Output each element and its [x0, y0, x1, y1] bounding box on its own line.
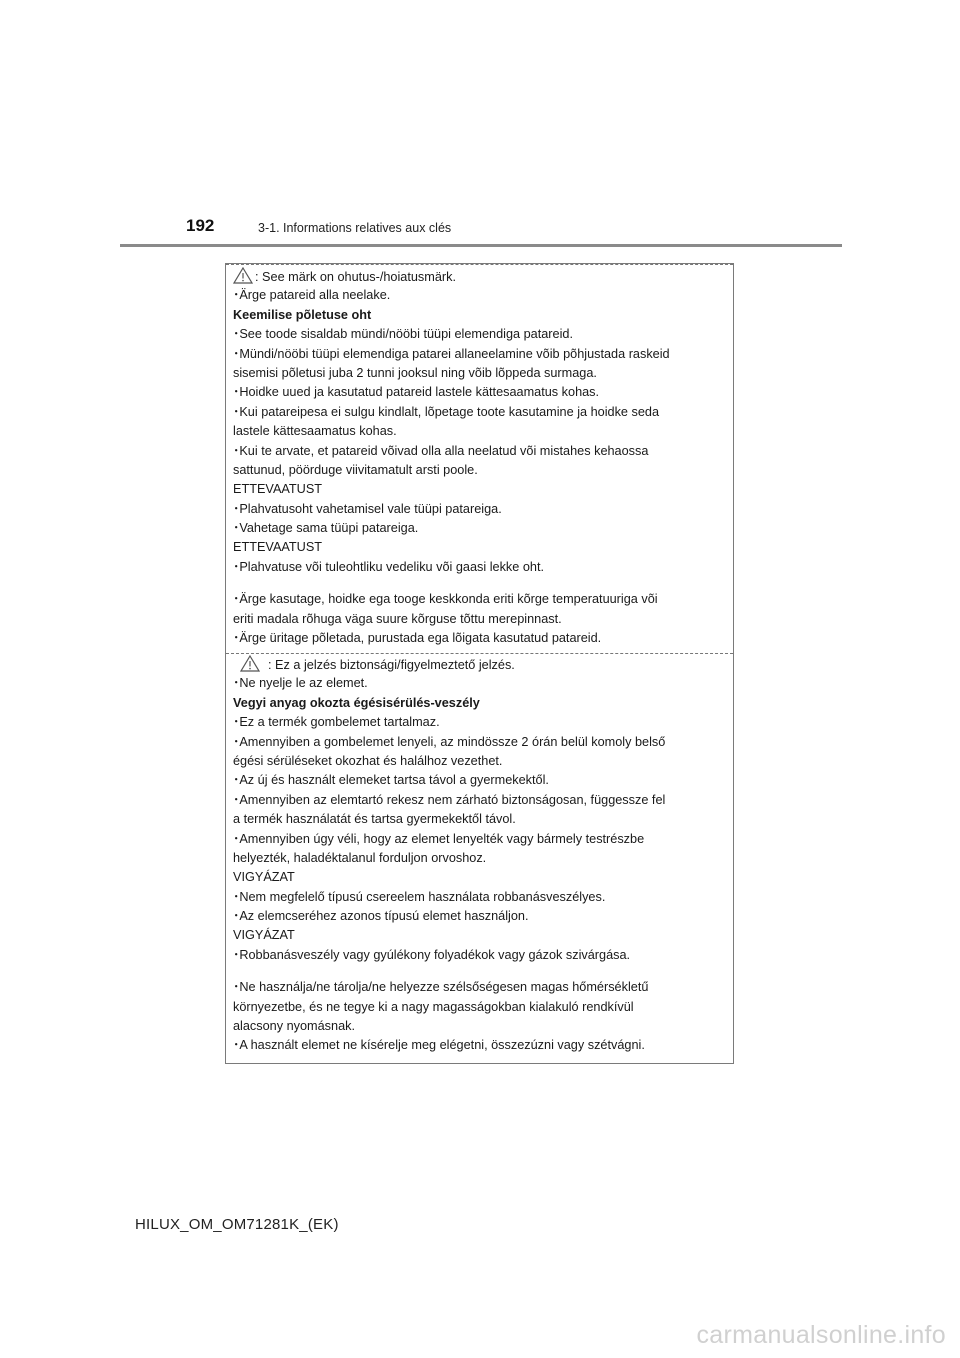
hazard-heading: Keemilise põletuse oht — [233, 307, 372, 322]
watermark[interactable]: carmanualsonline.info — [696, 1321, 946, 1349]
text-line: környezetbe, és ne tegye ki a nagy magasságokban kialakuló rendkívül — [233, 999, 634, 1014]
hungarian-warning-section — [226, 653, 733, 1063]
caution-heading: ETTEVAATUST — [233, 540, 323, 555]
text-line: ･See toode sisaldab mündi/nööbi tüüpi elemendiga patareid. — [233, 327, 573, 342]
warning-triangle-icon — [240, 655, 260, 672]
text-line: ･Az új és használt elemeket tartsa távol a gyermekektől. — [233, 773, 549, 788]
symbol-description: : See märk on ohutus-/hoiatusmärk. — [255, 270, 456, 284]
text-line: ･Amennyiben úgy véli, hogy az elemet lenyelték vagy bármely testrészbe — [233, 831, 645, 846]
caution-heading: VIGYÁZAT — [233, 870, 295, 885]
text-line: ･Ärge üritage põletada, purustada ega lõigata kasutatud patareid. — [233, 631, 602, 646]
text-line: alacsony nyomásnak. — [233, 1019, 356, 1034]
text-line: lastele kättesaamatus kohas. — [233, 424, 397, 439]
text-line: helyezték, haladéktalanul forduljon orvoshoz. — [233, 850, 487, 865]
text-line: ･Nem megfelelő típusú csereelem használata robbanásveszélyes. — [233, 889, 606, 904]
text-line: ･Ez a termék gombelemet tartalmaz. — [233, 715, 440, 730]
battery-warning-box — [225, 263, 734, 1064]
caution-heading: VIGYÁZAT — [233, 928, 295, 943]
page-number: 192 — [186, 216, 215, 235]
text-line: ･Plahvatuse või tuleohtliku vedeliku või gaasi lekke oht. — [233, 559, 545, 574]
text-line: ･Ärge patareid alla neelake. — [233, 288, 391, 303]
text-line: sisemisi põletusi juba 2 tunni jooksul ning võib lõppeda surmaga. — [233, 365, 597, 380]
text-line: ･Kui te arvate, et patareid võivad olla alla neelatud või mistahes kehaossa — [233, 443, 649, 458]
header-divider — [120, 244, 842, 247]
text-line: ･Ne nyelje le az elemet. — [233, 676, 368, 691]
section-title: 3-1. Informations relatives aux clés — [258, 221, 452, 235]
text-line: ･Amennyiben az elemtartó rekesz nem zárható biztonságosan, függessze fel — [233, 792, 666, 807]
text-line: ･A használt elemet ne kísérelje meg elégetni, összezúzni vagy szétvágni. — [233, 1038, 645, 1053]
warning-triangle-icon — [233, 267, 253, 284]
text-line: ･Az elemcseréhez azonos típusú elemet használjon. — [233, 909, 529, 924]
text-line: égési sérüléseket okozhat és halálhoz vezethet. — [233, 753, 503, 768]
caution-heading: ETTEVAATUST — [233, 482, 323, 497]
symbol-description: : Ez a jelzés biztonsági/figyelmeztető jelzés. — [268, 658, 515, 672]
text-line: ･Robbanásveszély vagy gyúlékony folyadékok vagy gázok szivárgása. — [233, 947, 631, 962]
text-line: sattunud, pöörduge viivitamatult arsti poole. — [233, 462, 478, 477]
text-line: ･Hoidke uued ja kasutatud patareid lastele kättesaamatus kohas. — [233, 385, 600, 400]
text-line: ･Vahetage sama tüüpi patareiga. — [233, 521, 419, 536]
text-line: ･Plahvatusoht vahetamisel vale tüüpi patareiga. — [233, 501, 502, 516]
text-line: ･Mündi/nööbi tüüpi elemendiga patarei allaneelamine võib põhjustada raskeid — [233, 346, 670, 361]
text-line: ･Amennyiben a gombelemet lenyeli, az mindössze 2 órán belül komoly belső — [233, 734, 666, 749]
estonian-warning-section — [226, 264, 733, 654]
warning-symbol-line — [233, 655, 733, 674]
hazard-heading: Vegyi anyag okozta égésisérülés-veszély — [233, 695, 480, 710]
manual-code-footer: HILUX_OM_OM71281K_(EK) — [135, 1216, 339, 1233]
text-line: a termék használatát és tartsa gyermekektől távol. — [233, 812, 516, 827]
text-line: ･Ne használja/ne tárolja/ne helyezze szélsőségesen magas hőmérsékletű — [233, 980, 649, 995]
text-line: ･Ärge kasutage, hoidke ega tooge keskkonda eriti kõrge temperatuuriga või — [233, 592, 658, 607]
text-line: eriti madala rõhuga väga suure kõrguse tõttu merepinnast. — [233, 611, 562, 626]
text-line: ･Kui patareipesa ei sulgu kindlalt, lõpetage toote kasutamine ja hoidke seda — [233, 404, 660, 419]
warning-symbol-line — [233, 267, 733, 286]
